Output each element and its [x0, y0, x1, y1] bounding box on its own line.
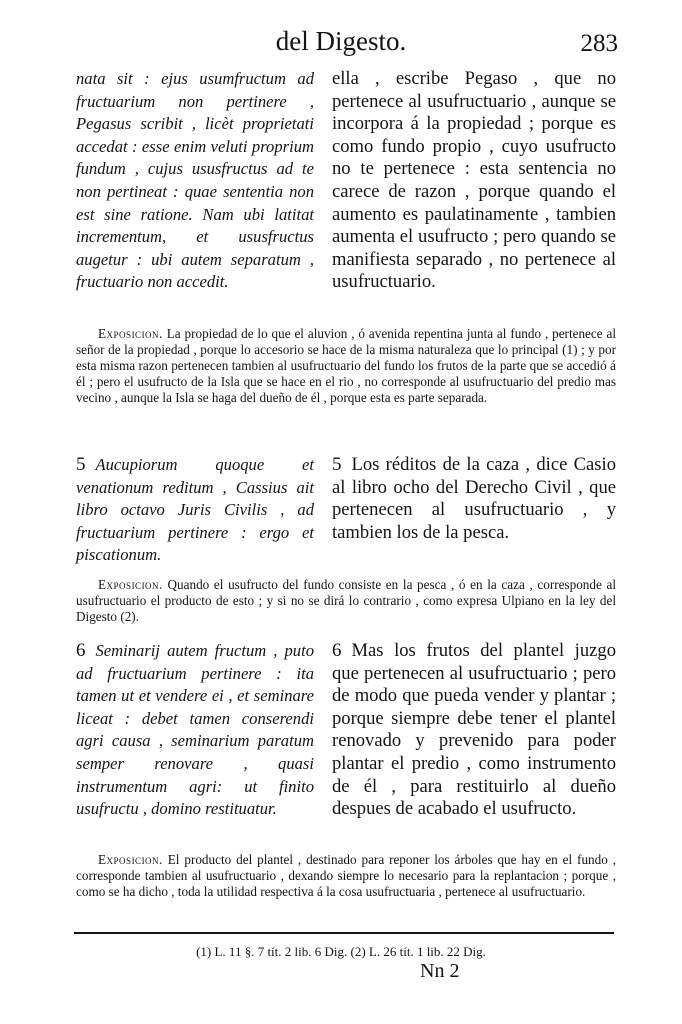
footnote-divider — [74, 932, 614, 934]
spanish-text: ella , escribe Pegaso , que no pertenece al usufructuario , aunque se incorpora á la propiedad ; porque es como fundo propio , cuyo usufructo no te pertenece : esta sentencia no carece de razon , porque quando el aumento es paulatinamente , tambien aumenta el usufructo ; pero quando se manifiesta separado , no pertenece al usufructuario. — [332, 68, 616, 293]
footnotes: (1) L. 11 §. 7 tít. 2 lib. 6 Dig. (2) L. 26 tít. 1 lib. 22 Dig. — [196, 944, 486, 959]
latin-text — [76, 454, 314, 567]
spanish-body: Los réditos de la caza , dice Casio al libro ocho del Derecho Civil , que pertenecen al usufructuario , y tambien los de la pesca. — [332, 454, 616, 543]
parallel-columns — [76, 640, 616, 821]
exposition-paragraph — [76, 577, 616, 625]
exposition-text: La propiedad de lo que el aluvion , ó avenida repentina junta al fundo , pertenece al señor de la propiedad , porque lo accesorio se hace de la misma naturaleza que lo principal (1) ; y por esta misma razon pertenecen tambien al usufructuario del fundo los frutos de la parte que se accedió á él ; pero el usufructo de la Isla que se hace en el rio , no corresponde al usufructuario del predio mas vecino , aunque la Isla se haga del dueño de él , porque esta es parte separada. — [76, 326, 617, 405]
latin-body: Seminarij autem fructum , puto ad fructuarium pertinere : ita tamen ut et vendere ei , et seminare liceat : debet tamen conserendi agri causa , seminarium paratum semper renovare , quasi instrumentum agri: ut finito usufructu , domino restituatur. — [76, 641, 314, 819]
exposition-6 — [76, 852, 616, 900]
exposition-paragraph — [76, 326, 616, 406]
running-head: del Digesto. — [275, 26, 407, 56]
latin-text: nata sit : ejus usumfructum ad fructuarium non pertinere , Pegasus scribit , licèt proprietati accedat : esse enim veluti proprium fundum , cujus ususfructus ad te non pertineat : quae sententia non est sine ratione. Nam ubi latitat incrementum, et ususfructus augetur : ubi autem separatum , fructuario non accedit. — [76, 69, 314, 292]
parallel-columns — [76, 454, 616, 567]
section-5 — [76, 454, 616, 567]
exposition-text: El producto del plantel , destinado para reponer los árboles que hay en el fundo , corresponde tambien al usufructuario , dexando siempre lo necesario para la replantacion ; porque , como se ha dicho , toda la utilidad respectiva á la cosa usufructuaria , pertenece al usufructuario. — [76, 852, 616, 899]
paragraph-number: 6 — [76, 640, 86, 661]
latin-body: Aucupiorum quoque et venationum reditum , Cassius ait libro octavo Juris Civilis , ad fructuarium pertinere : ergo et piscationum. — [76, 455, 314, 565]
spanish-text — [332, 454, 616, 567]
exposition-label: Exposicion. — [98, 326, 163, 341]
latin-text — [76, 640, 314, 821]
page-number: 283 — [580, 30, 618, 57]
section-6 — [76, 640, 616, 821]
section-1 — [76, 68, 616, 294]
paragraph-number: 5 — [332, 454, 342, 475]
spanish-body: Mas los frutos del plantel juzgo que pertenecen al usufructuario ; pero de modo que pueda vender y plantar ; porque siempre debe tener el plantel renovado y prevenido para poder plantar el predio , como instrumento de él , para restituirlo al dueño despues de acabado el usufructo. — [332, 640, 616, 820]
paragraph-number: 6 — [332, 640, 342, 661]
exposition-1 — [76, 326, 616, 406]
exposition-5 — [76, 577, 616, 625]
printer-signature: Nn 2 — [420, 960, 460, 982]
spanish-text — [332, 640, 616, 821]
paragraph-number: 5 — [76, 454, 86, 475]
exposition-paragraph — [76, 852, 616, 900]
exposition-label: Exposicion. — [98, 852, 163, 867]
exposition-text: Quando el usufructo del fundo consiste en la pesca , ó en la caza , corresponde al usufructuario el producto de esto ; y si no se dirá lo contrario , como expresa Ulpiano en la ley del Digesto (2). — [76, 577, 617, 624]
exposition-label: Exposicion. — [98, 577, 163, 592]
parallel-columns — [76, 68, 616, 294]
